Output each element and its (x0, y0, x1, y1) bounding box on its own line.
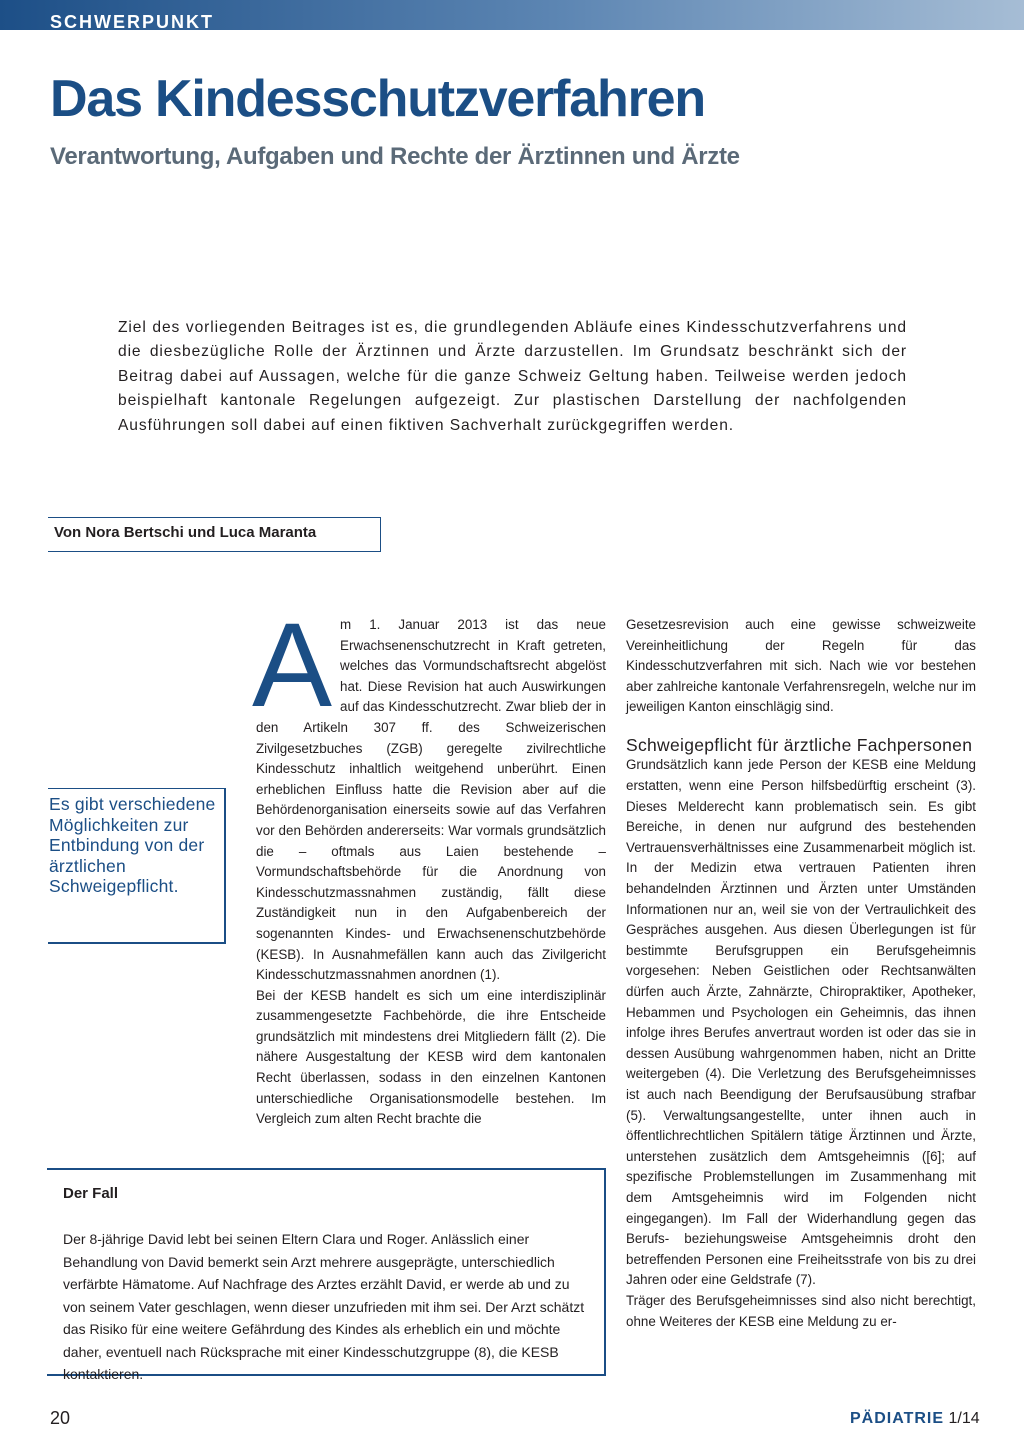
body-paragraph: m 1. Januar 2013 ist das neue Erwachsenenschutzrecht in Kraft getreten, welches das Vormundschaftsrecht abgelöst hat. Diese Revision hat auch Auswirkungen auf das Kindesschutzrecht. Zwar blieb der in den Artikeln 307 ff. des Schweizerischen Zivilgesetzbuches (ZGB) geregelte zivilrechtliche Kindesschutz inhaltlich weitgehend unberührt. Einen erheblichen Einfluss hatte die Revision aber auf die Behördenorganisation einerseits sowie auf das Verfahren vor den Behörden andererseits: War vormals grundsätzlich die – oftmals aus Laien bestehende – Vormundschaftsbehörde für die Anordnung von Kindesschutzmassnahmen zuständig, fällt diese Zuständigkeit nun in den Aufgabenbereich der sogenannten Kindes- und Erwachsenenschutzbehörde (KESB). In Ausnahmefällen kann auch das Zivilgericht Kindesschutzmassnahmen anordnen (1). (256, 617, 606, 983)
body-paragraph: Träger des Berufsgeheimnisses sind also nicht berechtigt, ohne Weiteres der KESB eine Meldung zu er- (626, 1292, 976, 1329)
author-box-rule (48, 517, 381, 518)
case-box-title: Der Fall (63, 1185, 119, 1202)
journal-issue: 1/14 (948, 1410, 980, 1427)
pull-quote-rule (48, 788, 226, 789)
body-paragraph: Gesetzesrevision auch eine gewisse schweizweite Vereinheitlichung der Regeln für das Kindesschutzverfahren mit sich. Nach wie vor bestehen aber zahlreiche kantonale Verfahrensregeln, welche nur im jeweiligen Kanton einschlägig sind. (626, 617, 976, 715)
case-box-text: Der 8-jährige David lebt bei seinen Eltern Clara und Roger. Anlässlich einer Behandlung von David bemerkt sein Arzt mehrere ausgeprägte, unterschiedlich verfärbte Hämatome. Auf Nachfrage des Arztes erzählt David, er werde ab und zu von seinem Vater geschlagen, wenn dieser unzufrieden mit ihm sei. Der Arzt schätzt das Risiko für eine weitere Gefährdung des Kindes als erheblich ein und möchte daher, eventuell nach Rücksprache mit einer Kindesschutzgruppe (8), die KESB kontaktieren. (63, 1231, 585, 1382)
section-banner (0, 0, 1024, 30)
section-label: SCHWERPUNKT (50, 12, 214, 32)
article-title: Das Kindesschutzverfahren (50, 70, 705, 128)
author-line: Von Nora Bertschi und Luca Maranta (54, 524, 317, 541)
body-paragraph: Bei der KESB handelt es sich um eine interdisziplinär zusammengesetzte Fachbehörde, die ihre Entscheide grundsätzlich mit mindestens drei Mitgliedern fällt (2). Die nähere Ausgestaltung der KESB wird dem kantonalen Recht überlassen, sodass in den einzelnen Kantonen unterschiedliche Organisationsmodelle bestehen. Im Vergleich zum alten Recht brachte die (256, 987, 606, 1127)
journal-footer (850, 1408, 980, 1430)
article-subtitle: Verantwortung, Aufgaben und Rechte der Ärztinnen und Ärzte (50, 143, 740, 170)
journal-name: PÄDIATRIE (850, 1410, 945, 1427)
section-heading: Schweigepflicht für ärztliche Fachpersonen (626, 734, 973, 755)
body-paragraph: Grundsätzlich kann jede Person der KESB eine Meldung erstatten, wenn eine Person hilfsbedürftig erscheint (3). Dieses Melderecht kann problematisch sein. Es gibt Bereiche, in denen nur aufgrund des bestehenden Vertrauensverhältnisses eine Zusammenarbeit möglich ist. In der Medizin etwa vertrauen Patienten ihren behandelnden Ärztinnen und Ärzten unter Umständen Informationen nur an, weil sie von der Vertraulichkeit des Gespräches ausgehen. Aus diesen Überlegungen ist für bestimmte Berufsgruppen ein Berufsgeheimnis vorgesehen: Neben Geistlichen oder Rechtsanwälten dürfen auch Ärzte, Zahnärzte, Chiropraktiker, Apotheker, Hebammen und Psychologen ein Geheimnis, das ihnen infolge ihres Berufes anvertraut worden ist oder das sie in dessen Ausübung wahrgenommen haben, nicht an Dritte weitergeben (4). Die Verletzung des Berufsgeheimnisses ist auch nach Beendigung der Berufsausübung strafbar (5). Verwaltungsangestellte, unter ihnen auch in öffentlichrechtlichen Spitälern tätige Ärztinnen und Ärzte, unterstehen zusätzlich dem Amtsgeheimnis ([6]; auf spezifische Problemstellungen im Zusammenhang mit dem Amtsgeheimnis wird im Folgenden nicht eingegangen). Im Fall der Widerhandlung gegen das Berufs- beziehungsweise Amtsgeheimnis droht den betreffenden Personen eine Freiheitsstrafe von bis zu drei Jahren oder eine Geldstrafe (7). (626, 757, 976, 1288)
lead-paragraph: Ziel des vorliegenden Beitrages ist es, die grundlegenden Abläufe eines Kindesschutzverfahrens und die diesbezügliche Rolle der Ärztinnen und Ärzte darzustellen. Im Grundsatz beschränkt sich der Beitrag dabei auf Aussagen, welche für die ganze Schweiz Geltung haben. Teilweise werden jedoch beispielhaft kantonale Regelungen aufgezeigt. Zur plastischen Darstellung der nachfolgenden Ausführungen soll dabei auf einen fiktiven Sachverhalt zurückgegriffen werden. (118, 319, 907, 434)
body-column-1 (252, 598, 606, 1130)
pull-quote: Es gibt verschiedene Möglichkeiten zur Entbindung von der ärztlichen Schweigepflicht. (49, 794, 216, 897)
body-column-2 (626, 615, 976, 1332)
pull-quote-box (48, 788, 226, 944)
case-box-rule (47, 1168, 606, 1170)
author-box (48, 517, 381, 552)
case-box (47, 1168, 606, 1382)
page-number: 20 (50, 1408, 71, 1428)
drop-cap: A (252, 598, 333, 732)
